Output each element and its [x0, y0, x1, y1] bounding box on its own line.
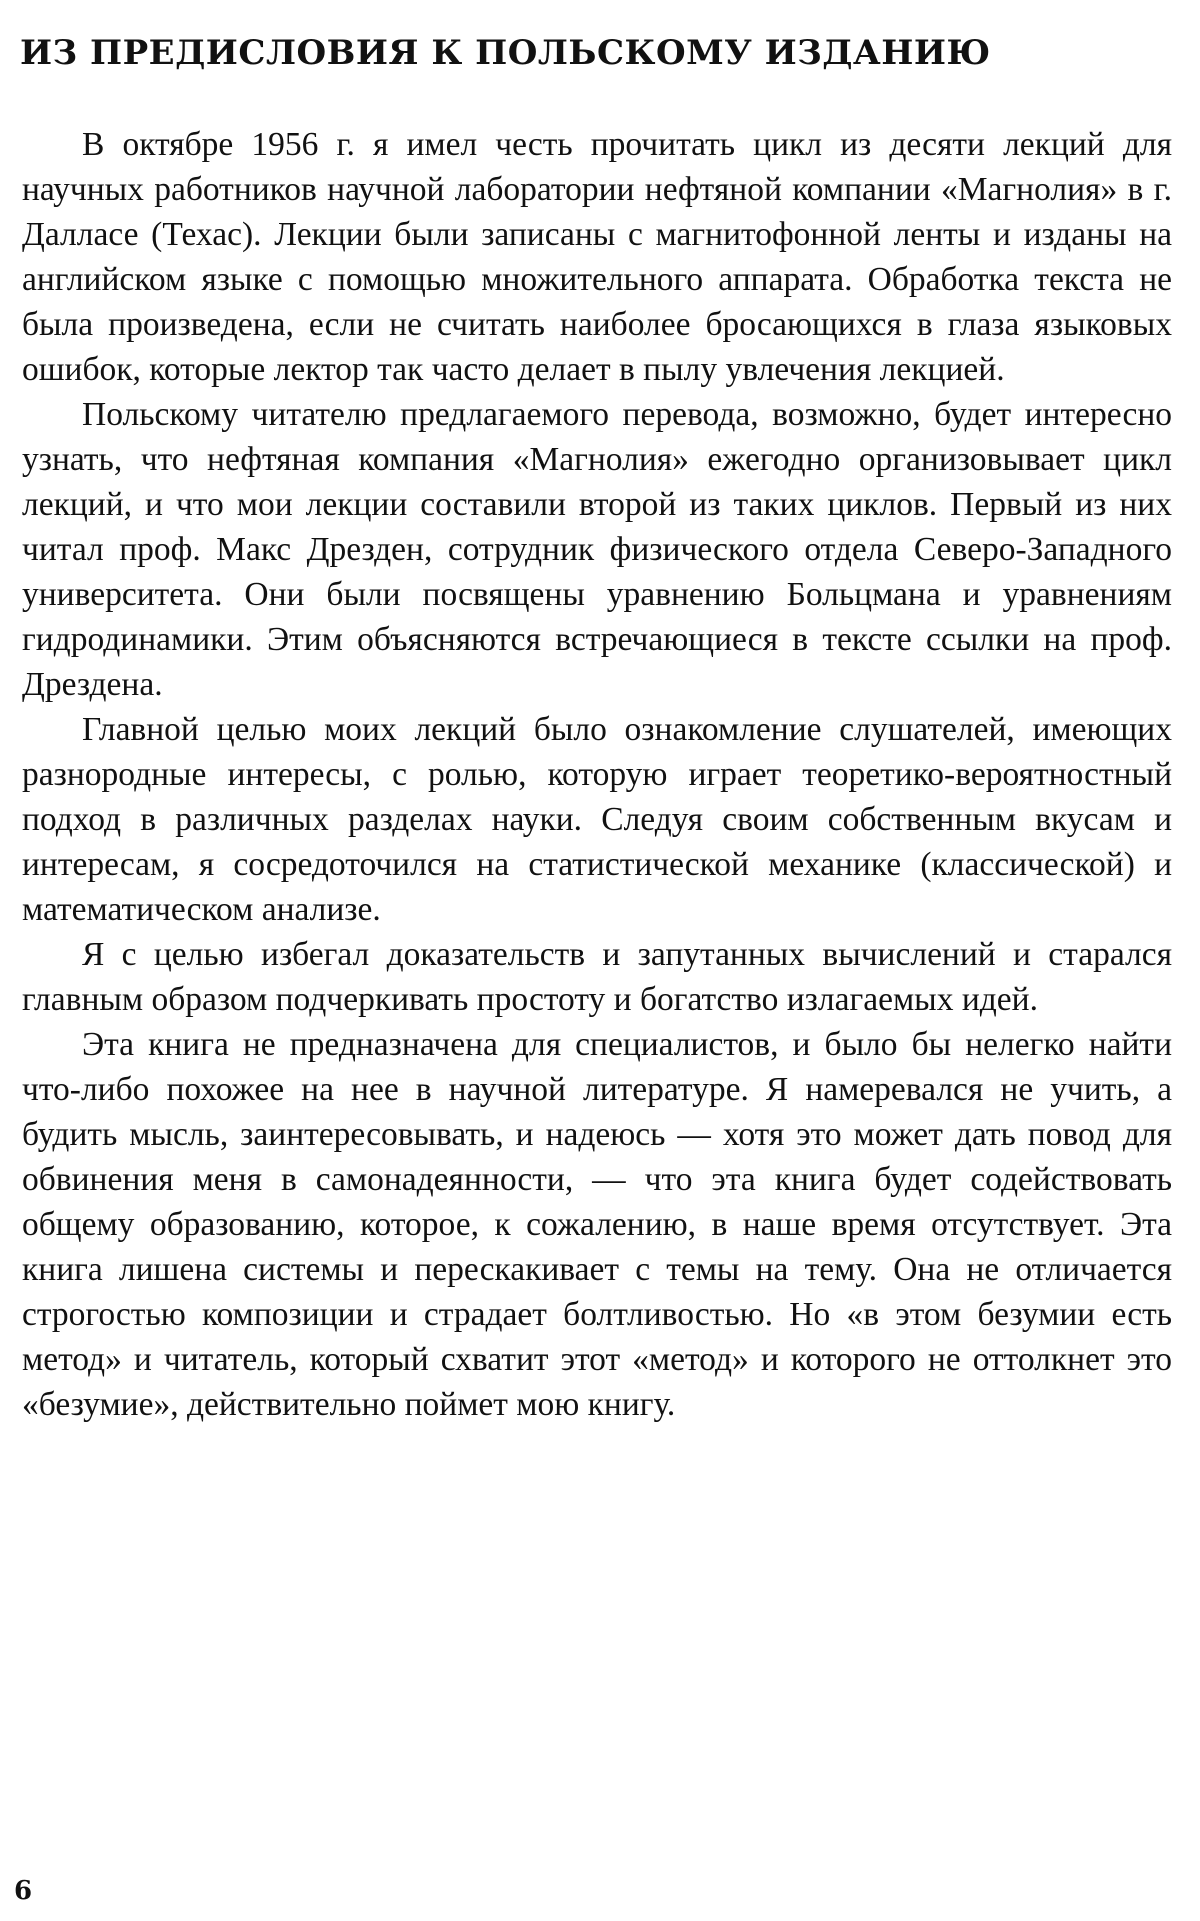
body-text [22, 122, 1172, 1427]
paragraph: Польскому читателю предлагаемого перевода, возможно, будет интересно узнать, что нефтяная компания «Магнолия» ежегодно организовывает цикл лекций, и что мои лекции составили второй из таких циклов. Первый из них читал проф. Макс Дрезден, сотрудник физического отдела Северо-Западного университета. Они были посвящены уравнению Больцмана и уравнениям гидродинамики. Этим объясняются встречающиеся в тексте ссылки на проф. Дрездена. [22, 396, 1172, 703]
paragraph: Я с целью избегал доказательств и запутанных вычислений и старался главным образом подчеркивать простоту и богатство излагаемых идей. [22, 936, 1172, 1018]
paragraph: Главной целью моих лекций было ознакомление слушателей, имеющих разнородные интересы, с ролью, которую играет теоретико-вероятностный подход в различных разделах науки. Следуя своим собственным вкусам и интересам, я сосредоточился на статистической механике (классической) и математическом анализе. [22, 711, 1172, 928]
paragraph: В октябре 1956 г. я имел честь прочитать цикл из десяти лекций для научных работников научной лаборатории нефтяной компании «Магнолия» в г. Далласе (Техас). Лекции были записаны с магнитофонной ленты и изданы на английском языке с помощью множительного аппарата. Обработка текста не была произведена, если не считать наиболее бросающихся в глаза языковых ошибок, которые лектор так часто делает в пылу увлечения лекцией. [22, 126, 1172, 388]
page-number: 6 [14, 1876, 33, 1906]
section-heading: ИЗ ПРЕДИСЛОВИЯ К ПОЛЬСКОМУ ИЗДАНИЮ [20, 33, 991, 73]
paragraph: Эта книга не предназначена для специалистов, и было бы нелегко найти что-либо похожее на нее в научной литературе. Я намеревался не учить, а будить мысль, заинтересовывать, и надеюсь — хотя это может дать повод для обвинения меня в самонадеянности, — что эта книга будет содействовать общему образованию, которое, к сожалению, в наше время отсутствует. Эта книга лишена системы и перескакивает с темы на тему. Она не отличается строгостью композиции и страдает болтливостью. Но «в этом безумии есть метод» и читатель, который схватит этот «метод» и которого не оттолкнет это «безумие», действительно поймет мою книгу. [22, 1026, 1172, 1423]
